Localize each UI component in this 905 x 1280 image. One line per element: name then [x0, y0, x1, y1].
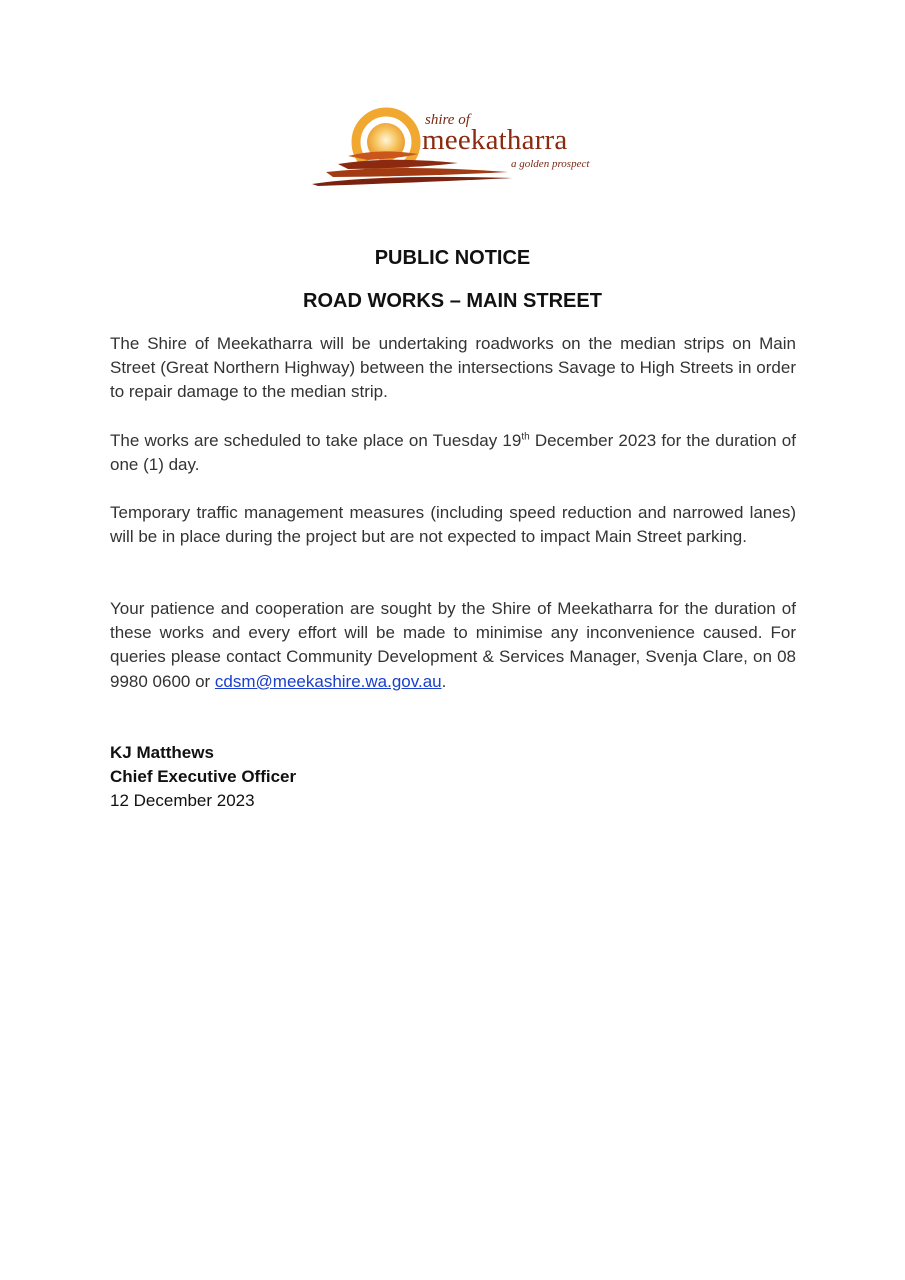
- notice-subtitle: ROAD WORKS – MAIN STREET: [303, 290, 602, 312]
- logo-tagline: a golden prospect: [511, 158, 590, 170]
- schedule-text-end: December 2023 for the duration of one (1) day.: [110, 431, 796, 475]
- logo-text-small: shire of: [425, 112, 470, 128]
- paragraph-contact: [110, 597, 796, 694]
- contact-end: .: [441, 671, 447, 691]
- paragraph-schedule: [110, 429, 796, 477]
- shire-logo: [308, 106, 600, 188]
- notice-title: PUBLIC NOTICE: [374, 247, 531, 269]
- contact-text: Your patience and cooperation are sought by the Shire of Meekatharra for the duration of these works and every effort will be made to minimise any inconvenience caused. For queries please contact Community Development & Services Manager, Svenja Clare, on 08 9980 0600 or: [110, 599, 796, 691]
- ordinal-suffix: th: [521, 431, 530, 443]
- signature-name: KJ Matthews: [110, 743, 214, 762]
- signature-title: Chief Executive Officer: [110, 767, 297, 786]
- paragraph-roadworks: The Shire of Meekatharra will be undertaking roadworks on the median strips on Main Street (Great Northern Highway) between the intersections Savage to High Streets in order to repair damage to the median strip.: [110, 334, 796, 402]
- paragraph-traffic: Temporary traffic management measures (including speed reduction and narrowed lanes) will be in place during the project but are not expected to impact Main Street parking.: [110, 503, 796, 547]
- schedule-text: The works are scheduled to take place on Tuesday 19: [110, 431, 522, 450]
- logo-text-name: meekatharra: [422, 124, 568, 156]
- email-link[interactable]: cdsm@meekashire.wa.gov.au: [214, 671, 442, 691]
- signature-date: 12 December 2023: [110, 791, 255, 810]
